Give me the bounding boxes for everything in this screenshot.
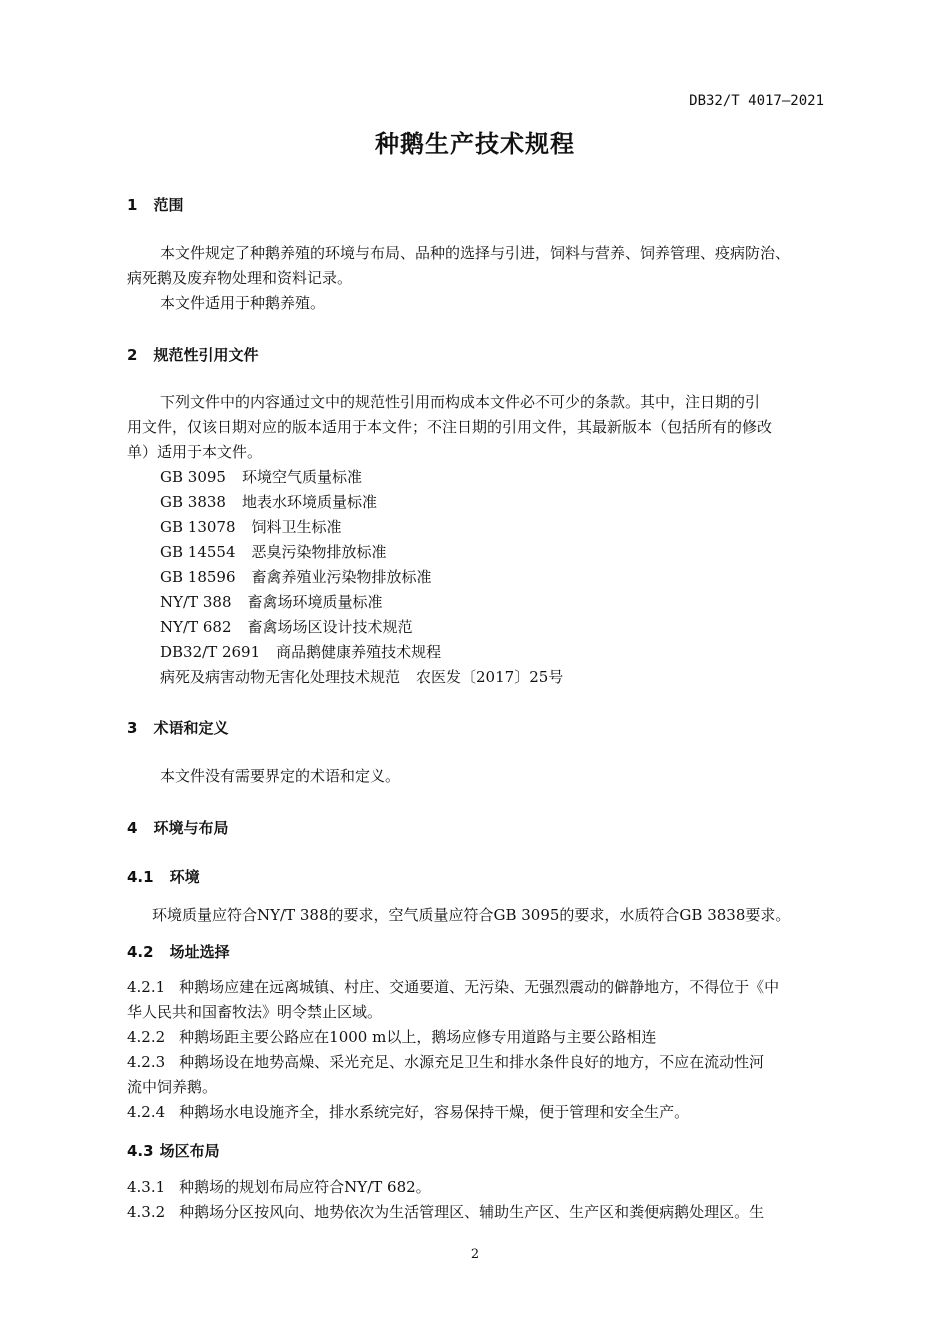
subsection-4-3-heading — [127, 1140, 220, 1161]
section-title: 环境与布局 — [153, 819, 229, 837]
reference-item: GB 3838 地表水环境质量标准 — [160, 493, 377, 511]
subsection-4-1-heading — [127, 866, 200, 887]
paragraph-line: 环境质量应符合NY/T 388的要求，空气质量应符合GB 3095的要求，水质符合GB 3838要求。 — [152, 906, 791, 924]
section-title: 环境 — [169, 868, 200, 886]
section-number: 3 — [127, 719, 138, 737]
clause-4-3-1: 4.3.1 种鹅场的规划布局应符合NY/T 682。 — [127, 1178, 431, 1196]
clause-4-2-2: 4.2.2 种鹅场距主要公路应在1000 m以上，鹅场应修专用道路与主要公路相连 — [127, 1028, 657, 1046]
clause-4-3-2: 4.3.2 种鹅场分区按风向、地势依次为生活管理区、辅助生产区、生产区和粪便病鹅处理区。生 — [127, 1203, 765, 1221]
section-1-heading — [127, 194, 183, 215]
paragraph-line: 流中饲养鹅。 — [127, 1078, 218, 1096]
paragraph-line: 用文件，仅该日期对应的版本适用于本文件；不注日期的引用文件，其最新版本（包括所有的修改 — [127, 418, 773, 436]
section-title: 范围 — [153, 196, 184, 214]
reference-item: GB 3095 环境空气质量标准 — [160, 468, 362, 486]
section-number: 1 — [127, 196, 138, 214]
section-title: 场址选择 — [169, 943, 230, 961]
paragraph-line: 下列文件中的内容通过文中的规范性引用而构成本文件必不可少的条款。其中，注日期的引 — [160, 393, 761, 411]
paragraph-line: 本文件没有需要界定的术语和定义。 — [160, 767, 401, 785]
section-3-heading — [127, 717, 228, 738]
page-number: 2 — [470, 1247, 480, 1262]
reference-item: NY/T 682 畜禽场场区设计技术规范 — [160, 618, 413, 636]
paragraph-line: 本文件适用于种鹅养殖。 — [160, 294, 326, 312]
section-title: 规范性引用文件 — [153, 346, 259, 364]
reference-item: 病死及病害动物无害化处理技术规范 农医发〔2017〕25号 — [160, 668, 564, 686]
reference-item: GB 13078 饲料卫生标准 — [160, 518, 342, 536]
paragraph-line: 单）适用于本文件。 — [127, 443, 263, 461]
reference-item: NY/T 388 畜禽场环境质量标准 — [160, 593, 383, 611]
paragraph-line: 病死鹅及废弃物处理和资料记录。 — [127, 269, 353, 287]
section-number: 4.1 — [127, 868, 154, 886]
reference-item: GB 14554 恶臭污染物排放标准 — [160, 543, 387, 561]
reference-item: GB 18596 畜禽养殖业污染物排放标准 — [160, 568, 432, 586]
clause-4-2-1: 4.2.1 种鹅场应建在远离城镇、村庄、交通要道、无污染、无强烈震动的僻静地方，不得位于《中 — [127, 978, 780, 996]
section-number: 4 — [127, 819, 138, 837]
paragraph-line: 华人民共和国畜牧法》明令禁止区域。 — [127, 1003, 383, 1021]
paragraph-line: 本文件规定了种鹅养殖的环境与布局、品种的选择与引进，饲料与营养、饲养管理、疫病防治、 — [160, 244, 791, 262]
section-number: 2 — [127, 346, 138, 364]
section-number: 4.2 — [127, 943, 154, 961]
reference-item: DB32/T 2691 商品鹅健康养殖技术规程 — [160, 643, 442, 661]
section-title: 场区布局 — [159, 1142, 220, 1160]
subsection-4-2-heading — [127, 941, 230, 962]
section-title: 术语和定义 — [153, 719, 229, 737]
clause-4-2-3: 4.2.3 种鹅场设在地势高燥、采光充足、水源充足卫生和排水条件良好的地方，不应在流动性河 — [127, 1053, 765, 1071]
clause-4-2-4: 4.2.4 种鹅场水电设施齐全，排水系统完好，容易保持干燥，便于管理和安全生产。 — [127, 1103, 690, 1121]
section-2-heading — [127, 344, 258, 365]
section-4-heading — [127, 817, 228, 838]
section-number: 4.3 — [127, 1142, 154, 1160]
standard-code: DB32/T 4017—2021 — [689, 93, 824, 109]
document-title: 种鹅生产技术规程 — [375, 130, 575, 158]
